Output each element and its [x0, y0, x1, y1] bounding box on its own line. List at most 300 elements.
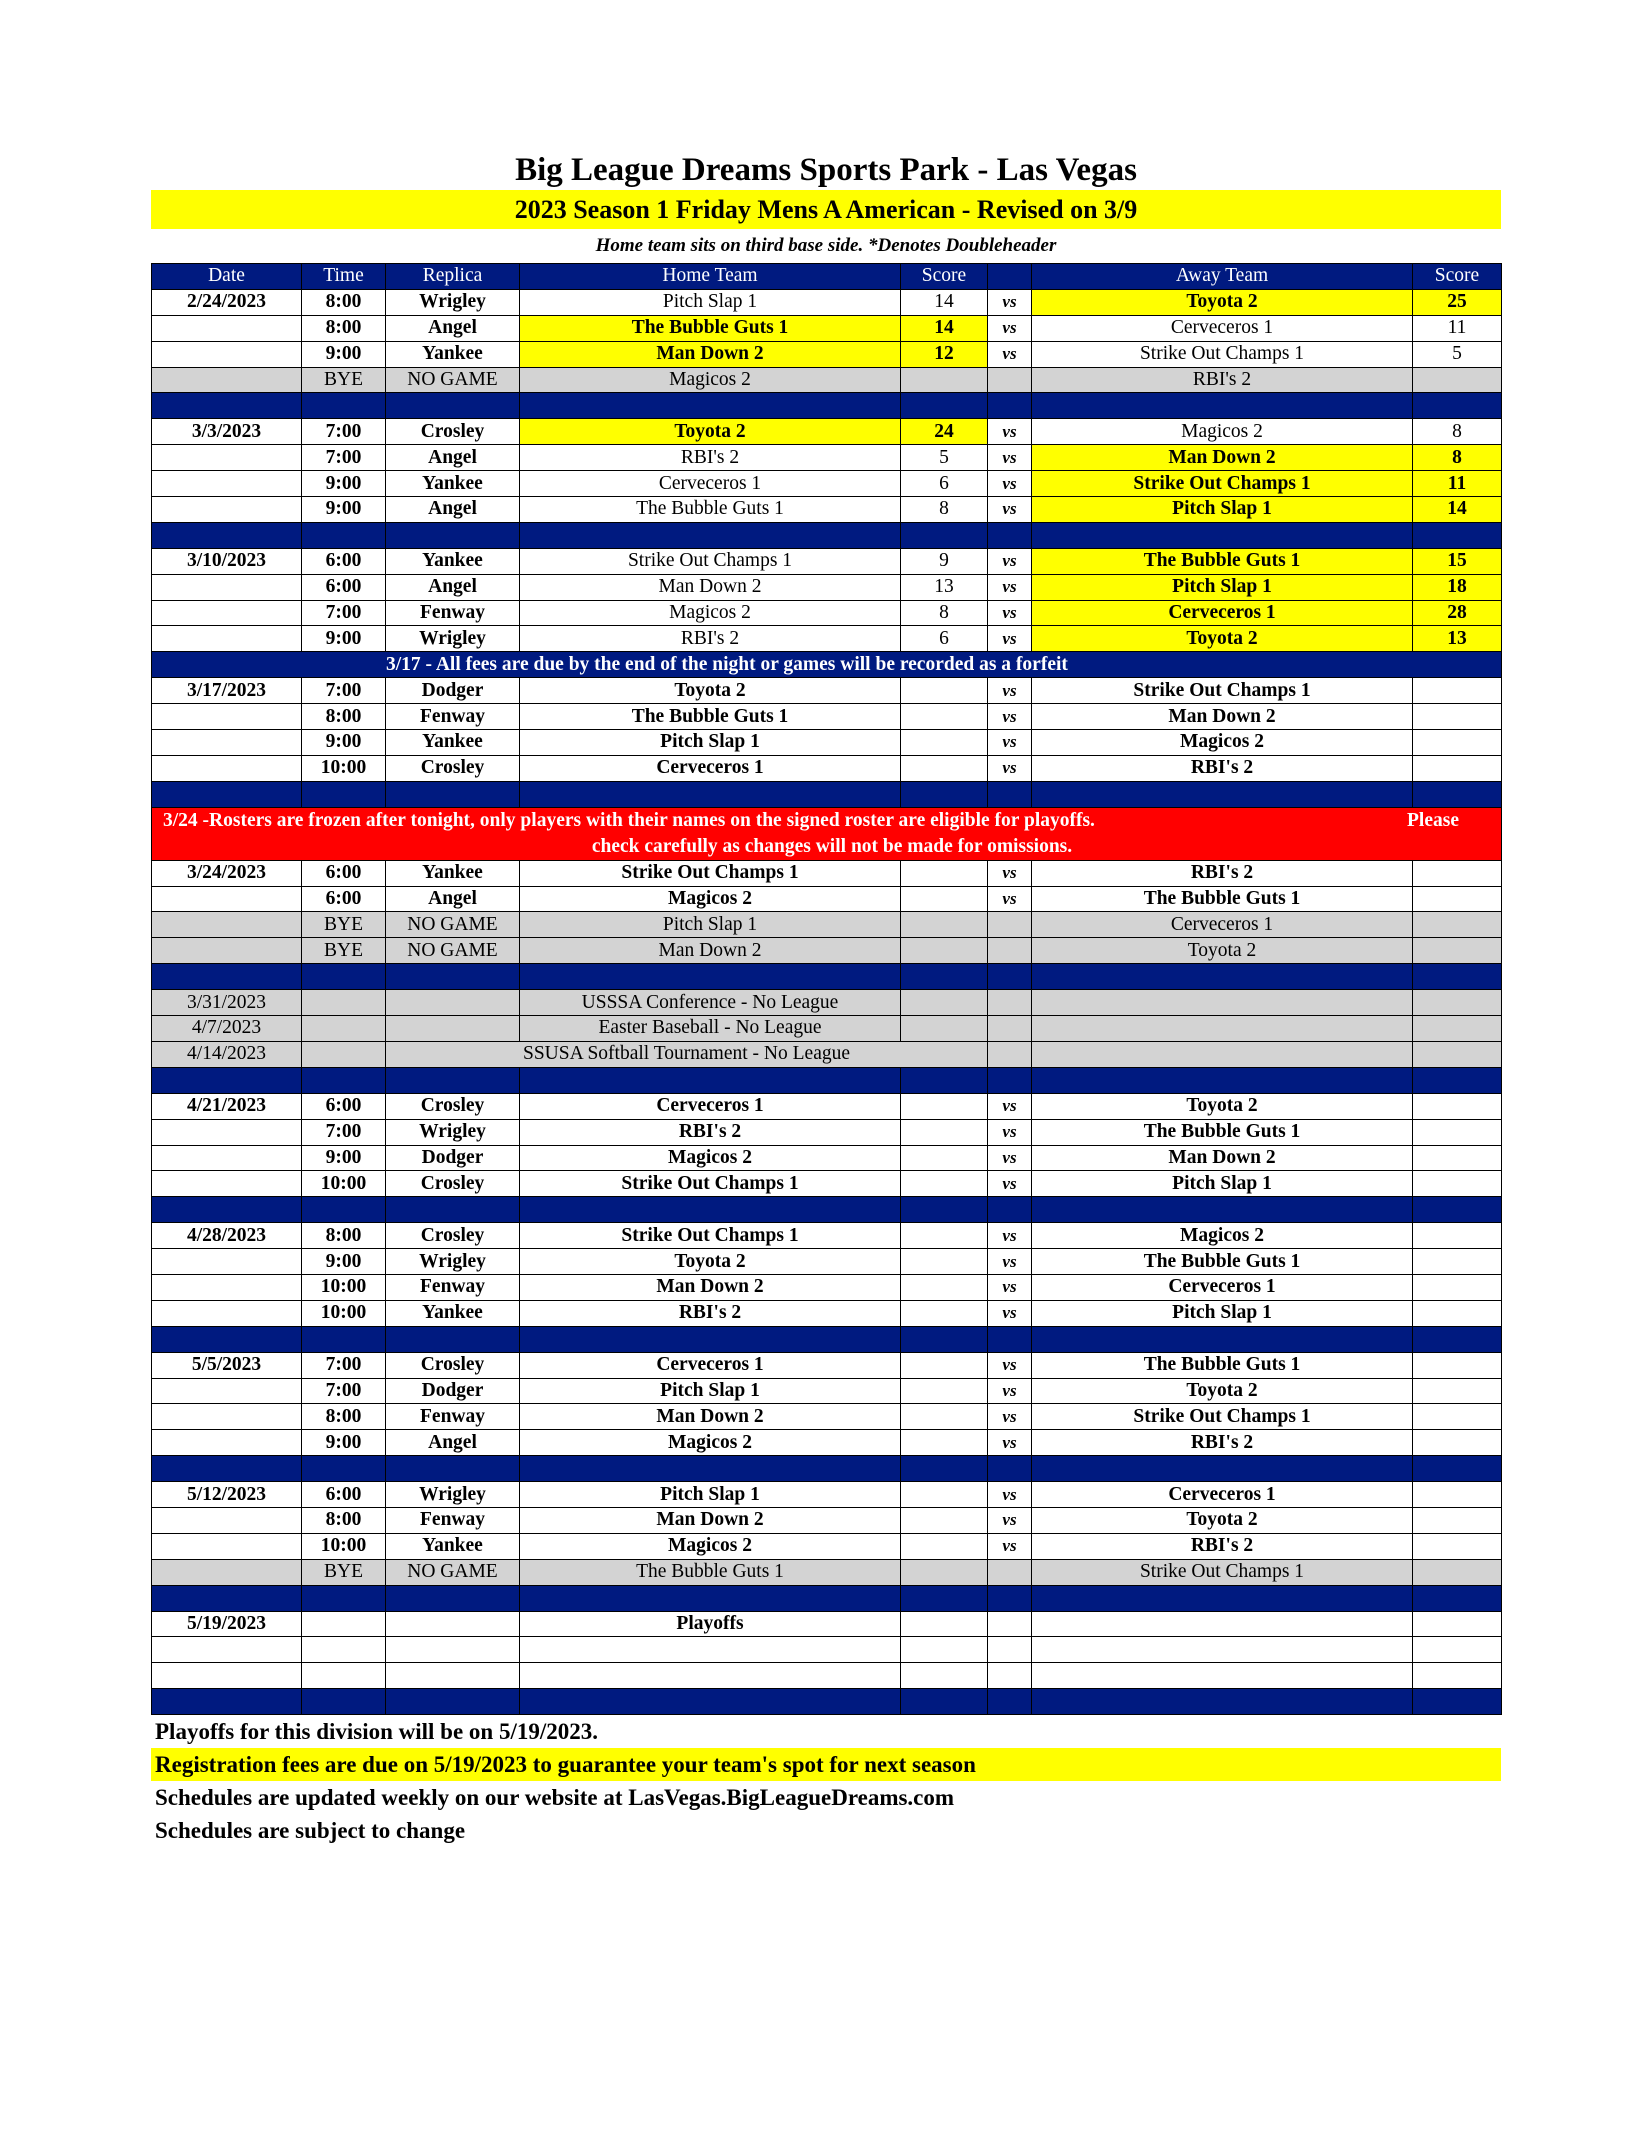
vs-label: vs [988, 860, 1032, 886]
game-replica: Crosley [386, 1171, 520, 1197]
footer-playoffs: Playoffs for this division will be on 5/19/2023. [155, 1719, 599, 1745]
game-time: 9:00 [302, 1430, 386, 1456]
no-league-row [152, 1016, 1502, 1042]
week-separator [152, 1689, 1502, 1715]
game-time: 8:00 [302, 315, 386, 341]
away-team: RBI's 2 [1032, 367, 1413, 393]
game-date [152, 1171, 302, 1197]
home-team: Man Down 2 [520, 1404, 901, 1430]
home-team: RBI's 2 [520, 1119, 901, 1145]
away-team: Toyota 2 [1032, 289, 1413, 315]
vs-label: vs [988, 548, 1032, 574]
game-time: 6:00 [302, 548, 386, 574]
game-time [302, 1016, 386, 1042]
game-date [152, 1274, 302, 1300]
vs-label: vs [988, 1300, 1032, 1326]
vs-label: vs [988, 730, 1032, 756]
away-score [1413, 1300, 1502, 1326]
game-date: 3/31/2023 [152, 990, 302, 1016]
game-replica: Crosley [386, 1093, 520, 1119]
game-time: BYE [302, 912, 386, 938]
vs-label: vs [988, 1223, 1032, 1249]
game-replica [386, 1611, 520, 1637]
vs-blank [988, 1041, 1032, 1067]
game-date: 3/17/2023 [152, 678, 302, 704]
game-date [152, 1404, 302, 1430]
game-replica: Fenway [386, 704, 520, 730]
fee-notice: 3/17 - All fees are due by the end of the night or games will be recorded as a forfeit [152, 652, 1502, 678]
home-team: RBI's 2 [520, 445, 901, 471]
game-date: 2/24/2023 [152, 289, 302, 315]
home-score: 6 [901, 471, 988, 497]
game-time: 9:00 [302, 626, 386, 652]
home-score [901, 1352, 988, 1378]
game-replica: Angel [386, 497, 520, 523]
home-team: RBI's 2 [520, 626, 901, 652]
game-replica: Crosley [386, 755, 520, 781]
bye-row [152, 938, 1502, 964]
away-score: 11 [1413, 315, 1502, 341]
away-score [1413, 1378, 1502, 1404]
away-team: Cerveceros 1 [1032, 1482, 1413, 1508]
no-league-row [152, 1041, 1502, 1067]
away-score [1413, 730, 1502, 756]
home-team: Pitch Slap 1 [520, 730, 901, 756]
game-time [302, 1611, 386, 1637]
game-date [152, 1507, 302, 1533]
game-date [152, 912, 302, 938]
game-replica: Angel [386, 574, 520, 600]
away-score [1413, 1611, 1502, 1637]
no-league-note: USSSA Conference - No League [520, 990, 901, 1016]
away-team: Strike Out Champs 1 [1032, 341, 1413, 367]
home-team: The Bubble Guts 1 [520, 315, 901, 341]
table-row [152, 886, 1502, 912]
game-time: 9:00 [302, 730, 386, 756]
table-row [152, 1249, 1502, 1275]
away-score: 11 [1413, 471, 1502, 497]
away-score [1413, 1145, 1502, 1171]
game-time: 6:00 [302, 574, 386, 600]
game-time: 7:00 [302, 1352, 386, 1378]
table-row [152, 600, 1502, 626]
game-time: 7:00 [302, 678, 386, 704]
away-score [1413, 1404, 1502, 1430]
away-score [1413, 704, 1502, 730]
game-replica: Yankee [386, 1533, 520, 1559]
home-score [901, 1223, 988, 1249]
vs-blank [988, 938, 1032, 964]
away-team: The Bubble Guts 1 [1032, 886, 1413, 912]
game-date: 4/14/2023 [152, 1041, 302, 1067]
away-score [1413, 1171, 1502, 1197]
header-away-team: Away Team [1032, 264, 1413, 290]
home-score [901, 1404, 988, 1430]
table-row [152, 548, 1502, 574]
home-score [901, 1145, 988, 1171]
vs-label: vs [988, 341, 1032, 367]
home-score [901, 990, 988, 1016]
bye-row [152, 912, 1502, 938]
away-score: 13 [1413, 626, 1502, 652]
away-score [1413, 1533, 1502, 1559]
game-date: 5/5/2023 [152, 1352, 302, 1378]
game-time [302, 1041, 386, 1067]
away-team: Pitch Slap 1 [1032, 574, 1413, 600]
game-replica: Yankee [386, 548, 520, 574]
vs-label: vs [988, 1430, 1032, 1456]
page-subtitle: 2023 Season 1 Friday Mens A American - Revised on 3/9 [151, 190, 1501, 229]
home-score: 13 [901, 574, 988, 600]
vs-label: vs [988, 1404, 1032, 1430]
vs-label: vs [988, 445, 1032, 471]
away-team: Cerveceros 1 [1032, 600, 1413, 626]
table-row [152, 497, 1502, 523]
game-time: 7:00 [302, 1378, 386, 1404]
home-score: 8 [901, 600, 988, 626]
home-team: Pitch Slap 1 [520, 1378, 901, 1404]
vs-label: vs [988, 704, 1032, 730]
vs-label: vs [988, 1533, 1032, 1559]
vs-label: vs [988, 1482, 1032, 1508]
game-date [152, 1378, 302, 1404]
game-time: 7:00 [302, 445, 386, 471]
home-score [901, 704, 988, 730]
home-team: Cerveceros 1 [520, 471, 901, 497]
home-team: Toyota 2 [520, 678, 901, 704]
fee-notice-row [152, 652, 1502, 678]
away-score: 25 [1413, 289, 1502, 315]
game-date [152, 315, 302, 341]
home-score: 6 [901, 626, 988, 652]
footer-registration: Registration fees are due on 5/19/2023 to guarantee your team's spot for next season [151, 1748, 1501, 1781]
home-score [901, 1482, 988, 1508]
home-score: 14 [901, 315, 988, 341]
home-team: Pitch Slap 1 [520, 912, 901, 938]
table-row [152, 1223, 1502, 1249]
roster-alert-row [152, 807, 1502, 860]
home-score [901, 860, 988, 886]
vs-label: vs [988, 1093, 1032, 1119]
away-score [1413, 912, 1502, 938]
away-team: Cerveceros 1 [1032, 912, 1413, 938]
home-score [901, 755, 988, 781]
home-score [901, 938, 988, 964]
table-row [152, 341, 1502, 367]
home-score [901, 730, 988, 756]
game-time: 8:00 [302, 1507, 386, 1533]
game-time: 7:00 [302, 419, 386, 445]
home-team: Magicos 2 [520, 1533, 901, 1559]
away-score [1413, 1507, 1502, 1533]
game-date: 5/19/2023 [152, 1611, 302, 1637]
table-header-row [152, 264, 1502, 290]
no-league-note: SSUSA Softball Tournament - No League [386, 1041, 988, 1067]
game-replica: Dodger [386, 1145, 520, 1171]
table-row [152, 755, 1502, 781]
table-row [152, 1404, 1502, 1430]
game-date [152, 600, 302, 626]
table-row [152, 1274, 1502, 1300]
home-score [901, 678, 988, 704]
home-team: Man Down 2 [520, 574, 901, 600]
home-score [901, 1249, 988, 1275]
table-row [152, 1430, 1502, 1456]
week-separator [152, 1456, 1502, 1482]
game-date: 4/21/2023 [152, 1093, 302, 1119]
table-row [152, 730, 1502, 756]
game-replica: NO GAME [386, 1559, 520, 1585]
table-row [152, 1482, 1502, 1508]
vs-label: vs [988, 1274, 1032, 1300]
away-score [1413, 1274, 1502, 1300]
empty-row [152, 1637, 1502, 1663]
home-team: Strike Out Champs 1 [520, 1171, 901, 1197]
week-separator [152, 393, 1502, 419]
away-team: Strike Out Champs 1 [1032, 1404, 1413, 1430]
game-replica: Fenway [386, 1274, 520, 1300]
away-score [1413, 1223, 1502, 1249]
game-replica: NO GAME [386, 912, 520, 938]
vs-label: vs [988, 1171, 1032, 1197]
game-date [152, 497, 302, 523]
away-score: 14 [1413, 497, 1502, 523]
home-score [901, 1430, 988, 1456]
game-replica: Yankee [386, 860, 520, 886]
week-separator [152, 1585, 1502, 1611]
away-team: Magicos 2 [1032, 419, 1413, 445]
vs-label: vs [988, 1145, 1032, 1171]
game-replica: Dodger [386, 678, 520, 704]
home-score: 8 [901, 497, 988, 523]
home-score: 9 [901, 548, 988, 574]
game-replica: Fenway [386, 1404, 520, 1430]
away-score [1413, 990, 1502, 1016]
home-team: The Bubble Guts 1 [520, 497, 901, 523]
game-replica: Wrigley [386, 1119, 520, 1145]
home-score [901, 1274, 988, 1300]
home-team: Cerveceros 1 [520, 1093, 901, 1119]
game-replica: Yankee [386, 471, 520, 497]
home-team: Strike Out Champs 1 [520, 1223, 901, 1249]
game-time [302, 990, 386, 1016]
home-score [901, 1611, 988, 1637]
game-date: 3/24/2023 [152, 860, 302, 886]
away-team: The Bubble Guts 1 [1032, 1119, 1413, 1145]
bye-row [152, 1559, 1502, 1585]
vs-label: vs [988, 497, 1032, 523]
home-team: Man Down 2 [520, 1274, 901, 1300]
home-team: Man Down 2 [520, 1507, 901, 1533]
away-score [1413, 1430, 1502, 1456]
home-score [901, 1300, 988, 1326]
table-row [152, 445, 1502, 471]
roster-alert [152, 807, 1502, 860]
game-time: 7:00 [302, 1119, 386, 1145]
table-row [152, 1533, 1502, 1559]
away-team: Strike Out Champs 1 [1032, 678, 1413, 704]
away-team: Strike Out Champs 1 [1032, 1559, 1413, 1585]
away-team: Cerveceros 1 [1032, 1274, 1413, 1300]
game-date [152, 367, 302, 393]
game-replica: Angel [386, 886, 520, 912]
away-team: Toyota 2 [1032, 938, 1413, 964]
game-replica: Crosley [386, 1352, 520, 1378]
game-time: 6:00 [302, 886, 386, 912]
game-time: 10:00 [302, 1171, 386, 1197]
home-team: Pitch Slap 1 [520, 1482, 901, 1508]
game-time: 9:00 [302, 1249, 386, 1275]
game-replica: Fenway [386, 600, 520, 626]
game-time: 7:00 [302, 600, 386, 626]
header-time: Time [302, 264, 386, 290]
table-row [152, 574, 1502, 600]
game-time: BYE [302, 1559, 386, 1585]
vs-label: vs [988, 315, 1032, 341]
game-date [152, 341, 302, 367]
game-replica: Wrigley [386, 626, 520, 652]
no-league-row [152, 990, 1502, 1016]
away-score: 8 [1413, 445, 1502, 471]
home-score [901, 1559, 988, 1585]
home-team: Magicos 2 [520, 600, 901, 626]
away-score [1413, 938, 1502, 964]
away-team: RBI's 2 [1032, 1533, 1413, 1559]
game-time: 8:00 [302, 1223, 386, 1249]
home-team: Pitch Slap 1 [520, 289, 901, 315]
away-team: Cerveceros 1 [1032, 315, 1413, 341]
game-time: 10:00 [302, 1533, 386, 1559]
away-team [1032, 990, 1413, 1016]
game-time: 6:00 [302, 1482, 386, 1508]
away-score [1413, 1016, 1502, 1042]
table-row [152, 1352, 1502, 1378]
home-team: Magicos 2 [520, 1145, 901, 1171]
away-team: Strike Out Champs 1 [1032, 471, 1413, 497]
game-replica: Dodger [386, 1378, 520, 1404]
away-score [1413, 1249, 1502, 1275]
home-team: Man Down 2 [520, 938, 901, 964]
home-score: 5 [901, 445, 988, 471]
table-row [152, 1378, 1502, 1404]
home-team-note: Home team sits on third base side. *Denotes Doubleheader [595, 235, 1057, 256]
table-row [152, 1093, 1502, 1119]
table-row [152, 419, 1502, 445]
away-score [1413, 1559, 1502, 1585]
away-team: Man Down 2 [1032, 445, 1413, 471]
vs-blank [988, 1611, 1032, 1637]
game-time: 10:00 [302, 755, 386, 781]
vs-label: vs [988, 1352, 1032, 1378]
game-replica: NO GAME [386, 367, 520, 393]
game-time: 6:00 [302, 1093, 386, 1119]
home-team: Strike Out Champs 1 [520, 860, 901, 886]
away-team: Pitch Slap 1 [1032, 1300, 1413, 1326]
table-row [152, 626, 1502, 652]
home-score [901, 886, 988, 912]
game-date [152, 1559, 302, 1585]
game-date: 5/12/2023 [152, 1482, 302, 1508]
vs-label: vs [988, 471, 1032, 497]
home-team: Cerveceros 1 [520, 755, 901, 781]
header-home-team: Home Team [520, 264, 901, 290]
vs-label: vs [988, 1119, 1032, 1145]
game-date: 3/3/2023 [152, 419, 302, 445]
week-separator [152, 781, 1502, 807]
game-time: 9:00 [302, 471, 386, 497]
away-team [1032, 1016, 1413, 1042]
home-team: Toyota 2 [520, 1249, 901, 1275]
game-date [152, 704, 302, 730]
away-team: Pitch Slap 1 [1032, 497, 1413, 523]
game-time: BYE [302, 367, 386, 393]
game-date: 4/28/2023 [152, 1223, 302, 1249]
vs-label: vs [988, 1378, 1032, 1404]
game-time: 8:00 [302, 289, 386, 315]
header-vs-blank [988, 264, 1032, 290]
vs-label: vs [988, 419, 1032, 445]
game-replica: Yankee [386, 1300, 520, 1326]
game-replica: Crosley [386, 419, 520, 445]
game-date [152, 1119, 302, 1145]
home-team: Man Down 2 [520, 341, 901, 367]
away-team: Magicos 2 [1032, 1223, 1413, 1249]
away-team: Man Down 2 [1032, 1145, 1413, 1171]
week-separator [152, 522, 1502, 548]
home-score: 24 [901, 419, 988, 445]
game-replica: Wrigley [386, 1482, 520, 1508]
game-time: BYE [302, 938, 386, 964]
away-score [1413, 678, 1502, 704]
week-separator [152, 1067, 1502, 1093]
away-team: Toyota 2 [1032, 626, 1413, 652]
home-team: Magicos 2 [520, 886, 901, 912]
week-separator [152, 1326, 1502, 1352]
away-team: Magicos 2 [1032, 730, 1413, 756]
away-score: 5 [1413, 341, 1502, 367]
away-team: Toyota 2 [1032, 1378, 1413, 1404]
away-score: 8 [1413, 419, 1502, 445]
table-row [152, 678, 1502, 704]
home-score [901, 1093, 988, 1119]
table-row [152, 1171, 1502, 1197]
away-team: RBI's 2 [1032, 1430, 1413, 1456]
away-score: 28 [1413, 600, 1502, 626]
away-team: RBI's 2 [1032, 755, 1413, 781]
week-separator [152, 964, 1502, 990]
game-replica [386, 1016, 520, 1042]
vs-label: vs [988, 626, 1032, 652]
game-time: 8:00 [302, 1404, 386, 1430]
home-team: RBI's 2 [520, 1300, 901, 1326]
home-score [901, 1533, 988, 1559]
away-team [1032, 1611, 1413, 1637]
game-date [152, 1145, 302, 1171]
table-row [152, 704, 1502, 730]
game-time: 9:00 [302, 497, 386, 523]
away-team: The Bubble Guts 1 [1032, 1352, 1413, 1378]
game-date [152, 471, 302, 497]
home-score [901, 367, 988, 393]
schedule-table [151, 263, 1502, 1715]
home-team: Magicos 2 [520, 1430, 901, 1456]
table-row [152, 1300, 1502, 1326]
away-score [1413, 1119, 1502, 1145]
game-date [152, 574, 302, 600]
home-score [901, 1016, 988, 1042]
game-replica: Angel [386, 315, 520, 341]
home-score: 12 [901, 341, 988, 367]
